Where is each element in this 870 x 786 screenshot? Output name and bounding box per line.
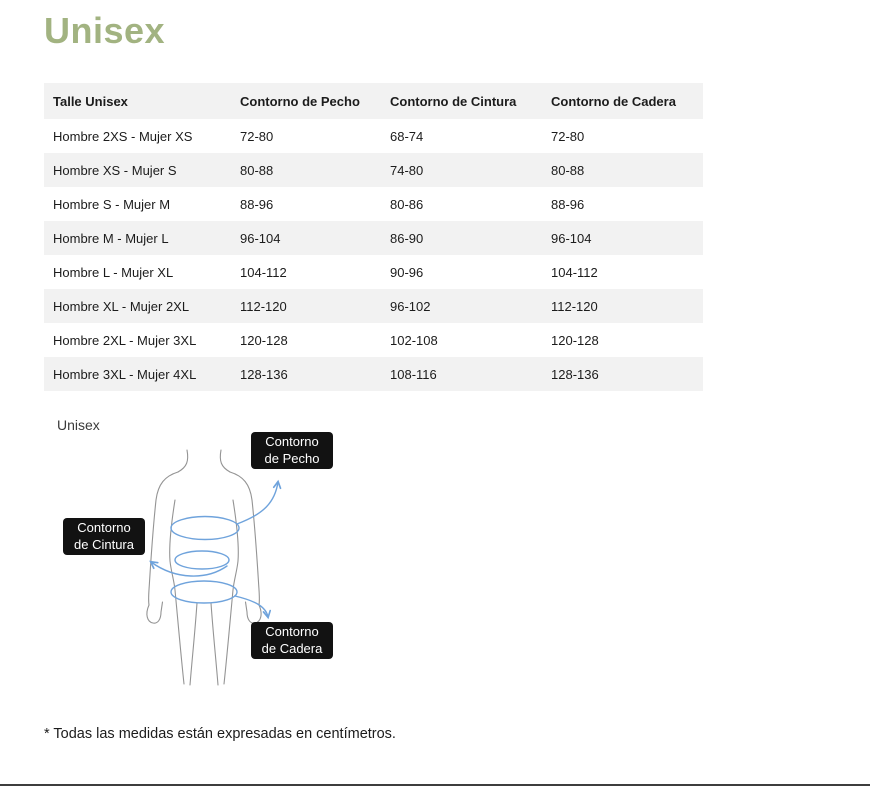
table-row [44,221,703,255]
size-label: Hombre 2XL - Mujer 3XL [53,332,197,348]
hip-arrow [235,596,268,617]
hip-range: 96-104 [551,230,592,246]
waist-range: 102-108 [390,332,438,348]
chest-range: 96-104 [240,230,281,246]
table-row [44,187,703,221]
hip-range: 88-96 [551,196,585,212]
hip-measure-tag [251,622,333,659]
chest-measure-tag [251,432,333,469]
chest-range: 72-80 [240,128,274,144]
tag-line: Contorno [265,623,319,639]
waist-range: 96-102 [390,298,431,314]
table-row [44,255,703,289]
chest-ellipse [171,517,239,540]
column-header: Contorno de Cintura [390,93,517,109]
waist-ellipse [175,551,229,569]
chest-range: 80-88 [240,162,274,178]
chest-range: 120-128 [240,332,288,348]
tag-line: Contorno [265,433,319,449]
column-header: Talle Unisex [53,93,128,109]
tag-line: de Cadera [261,640,323,656]
size-table [44,83,703,391]
waist-range: 108-116 [390,366,437,382]
waist-range: 80-86 [390,196,424,212]
chest-range: 128-136 [240,366,288,382]
waist-range: 90-96 [390,264,424,280]
size-label: Hombre 3XL - Mujer 4XL [53,366,197,382]
hip-range: 112-120 [551,298,598,314]
units-footnote: * Todas las medidas están expresadas en centímetros. [44,726,396,742]
hip-range: 80-88 [551,162,585,178]
table-header-row [44,83,703,119]
table-row [44,357,703,391]
waist-arrow [151,562,227,576]
size-label: Hombre L - Mujer XL [53,264,174,280]
hip-ellipse [171,581,237,603]
waist-measure-tag [63,518,145,555]
hip-range: 104-112 [551,264,598,280]
waist-range: 74-80 [390,162,424,178]
waist-range: 68-74 [390,128,424,144]
column-header: Contorno de Pecho [240,93,360,109]
table-row [44,323,703,357]
chest-arrow [237,482,278,524]
tag-line: Contorno [77,519,131,535]
hip-range: 72-80 [551,128,585,144]
waist-range: 86-90 [390,230,424,246]
hip-range: 120-128 [551,332,599,348]
body-silhouette [44,410,384,700]
size-label: Hombre S - Mujer M [53,196,171,212]
size-label: Hombre M - Mujer L [53,230,169,246]
table-row [44,119,703,153]
tag-line: de Pecho [264,450,320,466]
size-label: Hombre XL - Mujer 2XL [53,298,190,314]
table-row [44,289,703,323]
hip-range: 128-136 [551,366,599,382]
column-header: Contorno de Cadera [551,93,676,109]
chest-range: 104-112 [240,264,287,280]
table-row [44,153,703,187]
chest-range: 112-120 [240,298,287,314]
chest-range: 88-96 [240,196,274,212]
page-title: Unisex [44,10,166,51]
size-label: Hombre XS - Mujer S [53,162,177,178]
size-label: Hombre 2XS - Mujer XS [53,128,193,144]
tag-line: de Cintura [74,536,134,552]
diagram-label: Unisex [57,417,100,433]
